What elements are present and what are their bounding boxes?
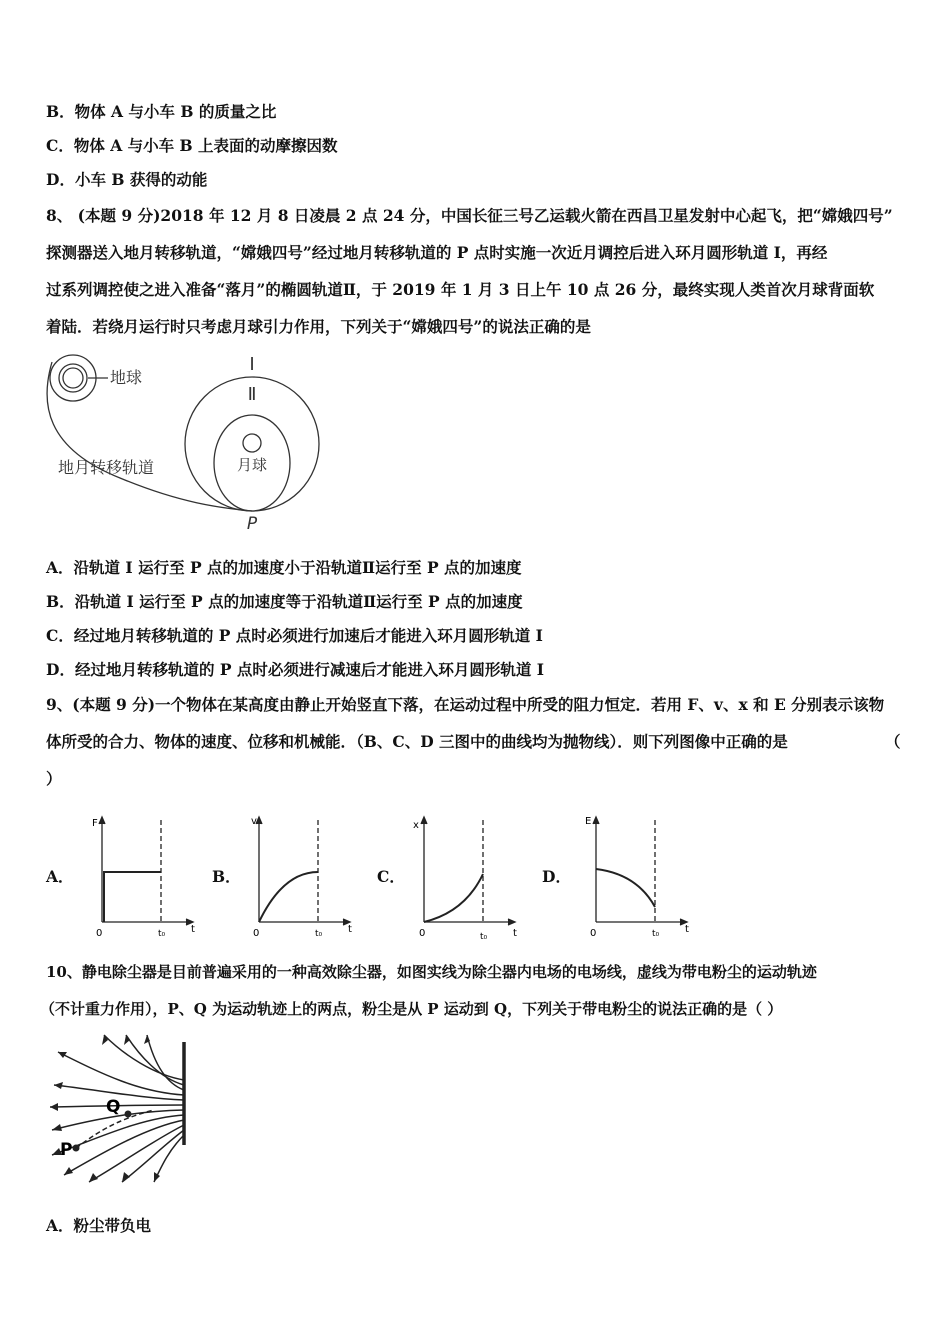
earth-inner-circle (63, 368, 83, 388)
point-q-label: Q (106, 1097, 121, 1117)
q8-stem-line-4: 着陆．若绕月运行时只考虑月球引力作用，下列关于“嫦娥四号”的说法正确的是 (46, 317, 591, 336)
q9-answer-paren-close: ） (46, 769, 62, 788)
q7-option-d: D．小车 B 获得的动能 (46, 170, 208, 189)
q10-stem-line-2: （不计重力作用），P、Q 为运动轨迹上的两点，粉尘是从 P 运动到 Q，下列关于带电粉尘的说法正确的是（ ） (40, 1000, 783, 1018)
graph-b-option-label: B． (212, 867, 241, 886)
q7-option-c: C．物体 A 与小车 B 上表面的动摩擦因数 (46, 136, 338, 155)
q8-option-a: A．沿轨道 I 运行至 P 点的加速度小于沿轨道Ⅱ运行至 P 点的加速度 (46, 558, 522, 577)
point-q-dot (125, 1111, 132, 1118)
electrostatic-field-figure (44, 1030, 194, 1190)
graph-b-y-label: v (251, 816, 257, 827)
q9-stem-line-2: 体所受的合力、物体的速度、位移和机械能．（B、C、D 三图中的曲线均为抛物线）．则下列图像中正确的是 (46, 732, 788, 751)
graph-d-tick: t₀ (652, 929, 660, 939)
graph-b (245, 812, 357, 942)
graph-b-tick: t₀ (315, 929, 323, 939)
graph-d-origin: 0 (590, 928, 597, 939)
graph-c-tick: t₀ (480, 932, 488, 942)
orbit-1-label: I (249, 354, 255, 375)
graph-c-origin: 0 (419, 928, 426, 939)
q8-option-d: D．经过地月转移轨道的 P 点时必须进行减速后才能进入环月圆形轨道 I (46, 660, 545, 679)
graph-c (410, 812, 522, 942)
moon-label: 月球 (236, 456, 268, 474)
graph-d-option-label: D． (542, 867, 571, 886)
graph-c-y-label: x (413, 820, 419, 831)
lunar-orbit-figure (40, 348, 340, 533)
q8-stem-line-1: 8、 (本题 9 分)2018 年 12 月 8 日凌晨 2 点 24 分，中国长征三号乙运载火箭在西昌卫星发射中心起飞，把“嫦娥四号” (46, 206, 893, 225)
graph-d (582, 812, 694, 942)
graph-c-x-label: t (513, 928, 517, 939)
graph-b-origin: 0 (253, 928, 260, 939)
earth-label: 地球 (110, 368, 143, 387)
graph-a-origin: 0 (96, 928, 103, 939)
graph-a-tick: t₀ (158, 929, 166, 939)
transfer-orbit-label: 地月转移轨道 (58, 458, 155, 477)
q10-stem-line-1: 10、静电除尘器是目前普遍采用的一种高效除尘器，如图实线为除尘器内电场的电场线，虚线为带电粉尘的运动轨迹 (46, 963, 817, 981)
graph-d-y-label: E (585, 816, 592, 827)
graph-a (88, 812, 200, 942)
graph-a-option-label: A． (46, 867, 74, 886)
graph-a-x-label: t (191, 924, 195, 935)
q8-option-b: B．沿轨道 I 运行至 P 点的加速度等于沿轨道Ⅱ运行至 P 点的加速度 (46, 592, 523, 611)
q8-stem-line-3: 过系列调控使之进入准备“落月”的椭圆轨道Ⅱ，于 2019 年 1 月 3 日上午 10 点 26 分，最终实现人类首次月球背面软 (46, 280, 875, 299)
point-p-label: P (60, 1140, 73, 1160)
orbit-2-label: Ⅱ (247, 384, 257, 405)
q7-option-b: B．物体 A 与小车 B 的质量之比 (46, 102, 277, 121)
graph-a-y-label: F (92, 818, 98, 829)
q8-stem-line-2: 探测器送入地月转移轨道，“嫦娥四号”经过地月转移轨道的 P 点时实施一次近月调控后进入环月圆形轨道 I，再经 (46, 243, 828, 262)
q9-stem-line-1: 9、(本题 9 分)一个物体在某高度由静止开始竖直下落，在运动过程中所受的阻力恒定．若用 F、v、x 和 E 分别表示该物 (46, 695, 885, 714)
point-p-label: P (246, 514, 258, 533)
graph-d-x-label: t (685, 924, 689, 935)
q10-option-a: A．粉尘带负电 (46, 1216, 152, 1235)
moon-circle (243, 434, 261, 452)
q8-option-c: C．经过地月转移轨道的 P 点时必须进行加速后才能进入环月圆形轨道 I (46, 626, 543, 645)
graph-c-option-label: C． (377, 867, 405, 886)
graph-b-x-label: t (348, 924, 352, 935)
point-p-dot (73, 1145, 80, 1152)
q9-answer-paren-open: （ (885, 732, 901, 751)
